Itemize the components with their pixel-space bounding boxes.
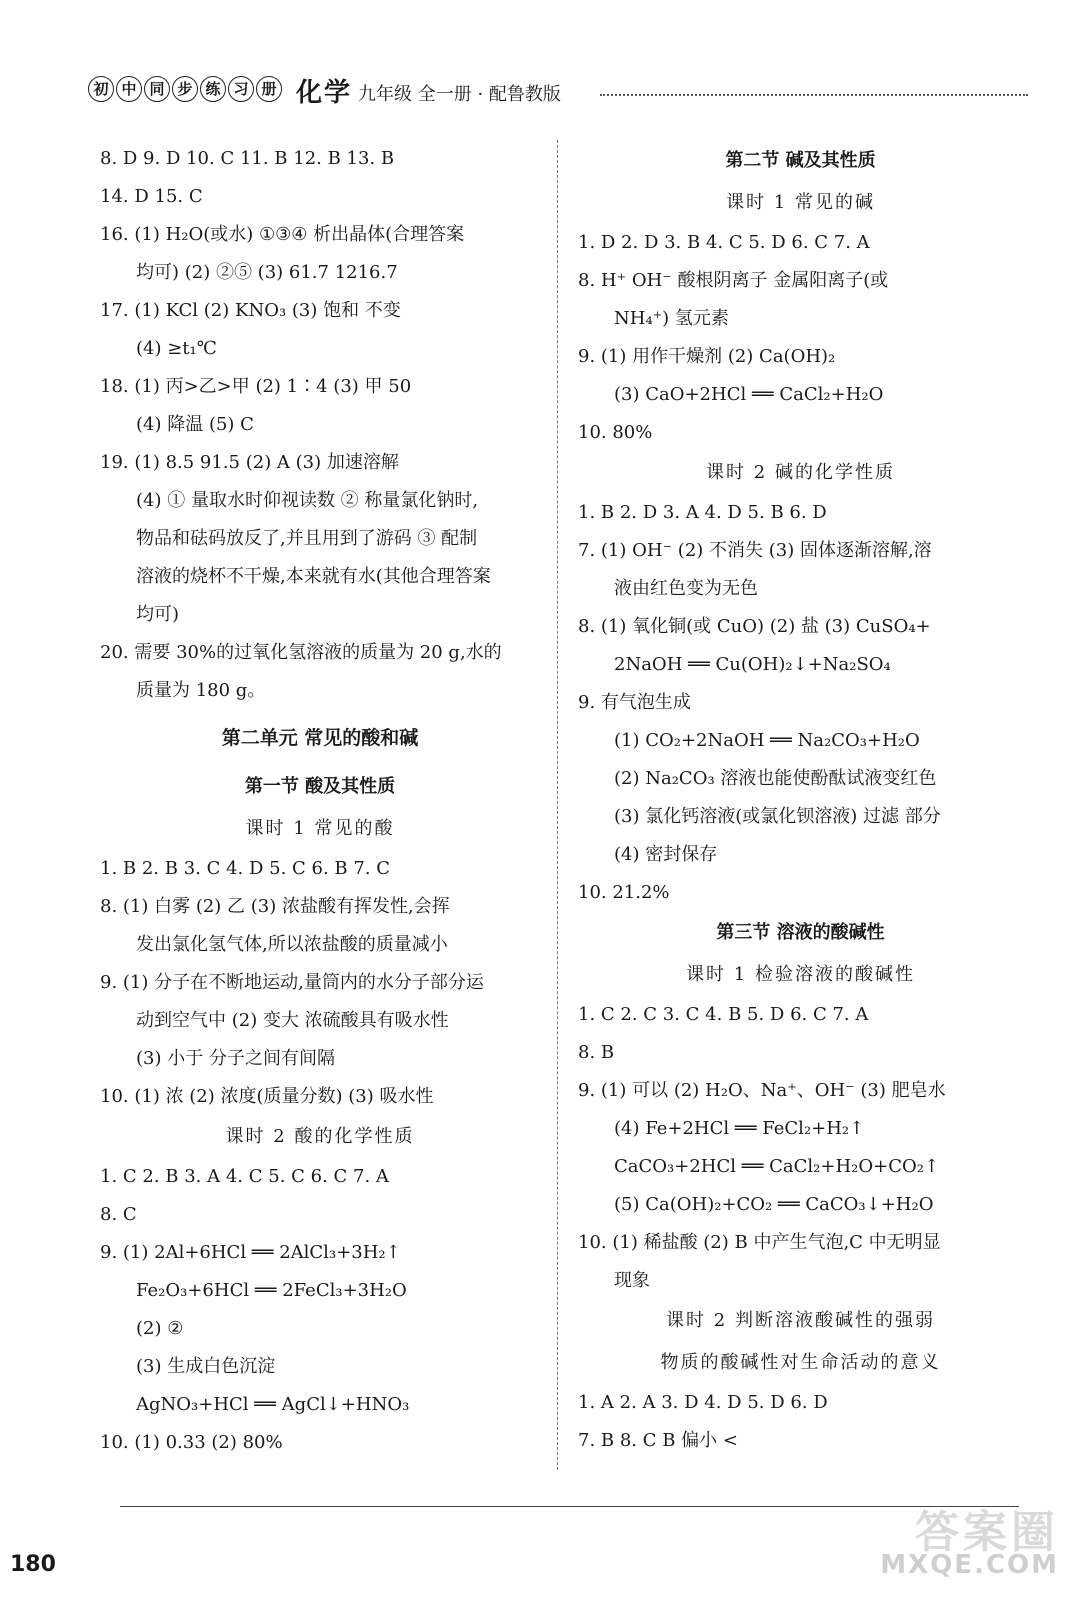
lesson-heading: 课时 2 酸的化学性质 [225,1126,415,1147]
section-heading: 第三节 溶液的酸碱性 [716,922,885,943]
answer-line: 液由红色变为无色 [614,578,758,599]
answer-line: 8. B [578,1042,615,1063]
answer-line: (4) ① 量取水时仰视读数 ② 称量氯化钠时, [136,490,479,511]
answer-line: (5) Ca(OH)₂+CO₂ ══ CaCO₃↓+H₂O [614,1194,934,1215]
answer-line: (4) 密封保存 [614,844,718,865]
answer-line: 8. D 9. D 10. C 11. B 12. B 13. B [100,148,395,169]
series-char: 练 [200,76,226,102]
series-char: 中 [116,76,142,102]
answer-line: 9. (1) 分子在不断地运动,量筒内的水分子部分运 [100,972,484,993]
subject-title: 化学 [296,78,353,108]
answer-line: (4) Fe+2HCl ══ FeCl₂+H₂↑ [614,1118,865,1139]
lesson-heading: 课时 2 碱的化学性质 [706,462,895,483]
answer-line: Fe₂O₃+6HCl ══ 2FeCl₃+3H₂O [136,1280,407,1301]
answer-line: (4) 降温 (5) C [136,414,254,435]
answer-line: 1. C 2. C 3. C 4. B 5. D 6. C 7. A [578,1004,869,1025]
answer-line: 19. (1) 8.5 91.5 (2) A (3) 加速溶解 [100,452,399,473]
answer-line: 10. 21.2% [578,882,670,903]
answer-line: 8. (1) 氧化铜(或 CuO) (2) 盐 (3) CuSO₄+ [578,616,931,637]
watermark-url: MXQE.COM [880,1550,1059,1580]
watermark [879,1496,1059,1586]
answer-line: 均可) [136,604,180,625]
answer-line: (1) CO₂+2NaOH ══ Na₂CO₃+H₂O [614,730,920,751]
series-char: 习 [228,76,254,102]
answer-line: 9. 有气泡生成 [578,692,691,713]
series-char: 步 [172,76,198,102]
answer-line: 18. (1) 丙>乙>甲 (2) 1∶4 (3) 甲 50 [100,376,412,397]
answer-line: 溶液的烧杯不干燥,本来就有水(其他合理答案 [136,566,491,587]
answer-line: CaCO₃+2HCl ══ CaCl₂+H₂O+CO₂↑ [614,1156,940,1177]
answer-line: 动到空气中 (2) 变大 浓硫酸具有吸水性 [136,1010,449,1031]
page-header [88,72,1028,112]
answer-line: 10. (1) 浓 (2) 浓度(质量分数) (3) 吸水性 [100,1086,434,1107]
answer-line: 物品和砝码放反了,并且用到了游码 ③ 配制 [136,528,478,549]
answer-line: 14. D 15. C [100,186,203,207]
unit-heading: 第二单元 常见的酸和碱 [221,727,419,749]
lesson-heading: 课时 1 常见的碱 [726,192,875,213]
answer-line: 2NaOH ══ Cu(OH)₂↓+Na₂SO₄ [614,654,891,675]
answer-line: 1. D 2. D 3. B 4. C 5. D 6. C 7. A [578,232,870,253]
answer-line: (2) Na₂CO₃ 溶液也能使酚酞试液变红色 [614,768,937,789]
header-dotted-rule [600,94,1028,96]
answer-line: 9. (1) 用作干燥剂 (2) Ca(OH)₂ [578,346,836,367]
answer-line: 10. (1) 0.33 (2) 80% [100,1432,283,1453]
answer-line: 10. (1) 稀盐酸 (2) B 中产生气泡,C 中无明显 [578,1232,941,1253]
answer-line: 8. (1) 白雾 (2) 乙 (3) 浓盐酸有挥发性,会挥 [100,896,450,917]
series-char: 册 [256,76,282,102]
answer-line: AgNO₃+HCl ══ AgCl↓+HNO₃ [136,1394,410,1415]
grade-edition: 九年级 全一册 · 配鲁教版 [358,84,561,105]
answer-line: (2) ② [136,1318,184,1339]
answer-line: 17. (1) KCl (2) KNO₃ (3) 饱和 不变 [100,300,401,321]
left-column [100,140,540,1462]
answer-line: 7. (1) OH⁻ (2) 不消失 (3) 固体逐渐溶解,溶 [578,540,932,561]
answer-line: 1. A 2. A 3. D 4. D 5. D 6. D [578,1392,828,1413]
series-title [88,76,282,102]
column-divider [557,140,558,1470]
answer-line: 10. 80% [578,422,653,443]
series-char: 同 [144,76,170,102]
answer-line: 8. H⁺ OH⁻ 酸根阴离子 金属阳离子(或 [578,270,889,291]
section-heading: 第二节 碱及其性质 [725,150,876,171]
answer-line: 1. B 2. D 3. A 4. D 5. B 6. D [578,502,827,523]
answer-line: 发出氯化氢气体,所以浓盐酸的质量减小 [136,934,448,955]
answer-line: (3) CaO+2HCl ══ CaCl₂+H₂O [614,384,884,405]
answer-line: (4) ≥t₁℃ [136,338,217,359]
answer-line: 7. B 8. C B 偏小 < [578,1430,738,1451]
section-heading: 第一节 酸及其性质 [244,776,396,797]
answer-line: 1. C 2. B 3. A 4. C 5. C 6. C 7. A [100,1166,389,1187]
answer-line: 8. C [100,1204,137,1225]
answer-line: NH₄⁺) 氢元素 [614,308,729,329]
series-char: 初 [88,76,114,102]
answer-line: 均可) (2) ②⑤ (3) 61.7 1216.7 [136,262,398,283]
lesson-heading: 课时 1 常见的酸 [245,818,395,839]
lesson-heading: 课时 2 判断溶液酸碱性的强弱 [666,1310,935,1331]
answer-line: (3) 氯化钙溶液(或氯化钡溶液) 过滤 部分 [614,806,941,827]
lesson-heading: 课时 1 检验溶液的酸碱性 [686,964,915,985]
answer-line: 20. 需要 30%的过氧化氢溶液的质量为 20 g,水的 [100,642,502,663]
page-number: 180 [10,1552,56,1577]
answer-line: (3) 生成白色沉淀 [136,1356,276,1377]
answer-line: 9. (1) 2Al+6HCl ══ 2AlCl₃+3H₂↑ [100,1242,401,1263]
answer-line: 16. (1) H₂O(或水) ①③④ 析出晶体(合理答案 [100,224,465,245]
answer-line: 质量为 180 g。 [136,680,266,701]
answer-line: (3) 小于 分子之间有间隔 [136,1048,335,1069]
answer-line: 1. B 2. B 3. C 4. D 5. C 6. B 7. C [100,858,391,879]
lesson-heading: 物质的酸碱性对生命活动的意义 [660,1352,941,1373]
watermark-logo-text: 答案圈 [915,1507,1059,1558]
answer-line: 9. (1) 可以 (2) H₂O、Na⁺、OH⁻ (3) 肥皂水 [578,1080,946,1101]
right-column [578,140,1023,1460]
answer-line: 现象 [614,1270,650,1291]
